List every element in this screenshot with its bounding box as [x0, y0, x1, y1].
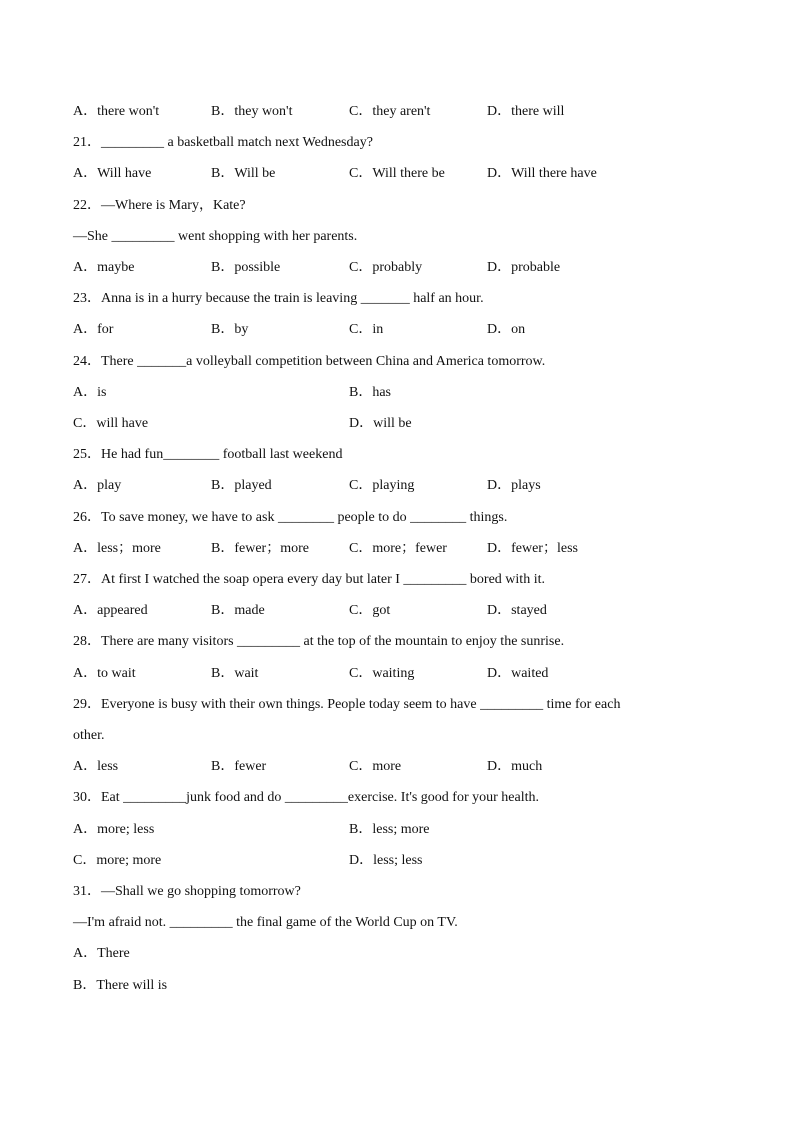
answer-option: C．will have: [73, 416, 149, 431]
answer-option: B．fewer: [211, 759, 267, 774]
answer-option: A．less；more: [73, 541, 161, 556]
answer-option: D．waited: [487, 666, 549, 681]
answer-option: A．maybe: [73, 260, 135, 275]
question-line: 28．There are many visitors _________ at the top of the mountain to enjoy the sunrise.: [73, 634, 565, 649]
question-line: other.: [73, 728, 105, 743]
question-line: 30．Eat _________junk food and do _________exercise. It's good for your health.: [73, 790, 539, 805]
answer-option: C．in: [349, 322, 384, 337]
answer-option: C．they aren't: [349, 104, 431, 119]
answer-option: A．Will have: [73, 166, 152, 181]
answer-option: D．fewer；less: [487, 541, 578, 556]
answer-option: A．more; less: [73, 822, 155, 837]
answer-option: C．more；fewer: [349, 541, 447, 556]
answer-option: A．to wait: [73, 666, 136, 681]
question-line: 27．At first I watched the soap opera every day but later I _________ bored with it.: [73, 572, 545, 587]
answer-option: D．stayed: [487, 603, 547, 618]
answer-option: D．Will there have: [487, 166, 597, 181]
question-line: —She _________ went shopping with her parents.: [73, 229, 358, 244]
answer-option: B．possible: [211, 260, 281, 275]
answer-option: D．will be: [349, 416, 412, 431]
answer-option: B．Will be: [211, 166, 276, 181]
question-line: —I'm afraid not. _________ the final game of the World Cup on TV.: [73, 915, 458, 930]
question-line: 31．—Shall we go shopping tomorrow?: [73, 884, 301, 899]
answer-option: C．more; more: [73, 853, 162, 868]
answer-option: D．there will: [487, 104, 565, 119]
answer-option: A．for: [73, 322, 114, 337]
question-line: 26．To save money, we have to ask ________ people to do ________ things.: [73, 510, 508, 525]
answer-option: C．playing: [349, 478, 415, 493]
answer-option: B．by: [211, 322, 249, 337]
answer-option: D．plays: [487, 478, 541, 493]
answer-option: C．probably: [349, 260, 423, 275]
question-line: 24．There _______a volleyball competition between China and America tomorrow.: [73, 354, 546, 369]
answer-option: B．they won't: [211, 104, 293, 119]
answer-option: D．less; less: [349, 853, 423, 868]
answer-option: D．on: [487, 322, 526, 337]
question-line: B．There will is: [73, 978, 168, 993]
question-line: A．There: [73, 946, 130, 961]
answer-option: A．there won't: [73, 104, 160, 119]
answer-option: B．less; more: [349, 822, 430, 837]
question-line: 22．—Where is Mary，Kate?: [73, 198, 246, 213]
answer-option: C．Will there be: [349, 166, 445, 181]
answer-option: C．waiting: [349, 666, 415, 681]
answer-option: D．much: [487, 759, 543, 774]
answer-option: A．is: [73, 385, 107, 400]
answer-option: B．has: [349, 385, 391, 400]
answer-option: A．play: [73, 478, 122, 493]
question-line: 25．He had fun________ football last weekend: [73, 447, 343, 462]
question-line: 23．Anna is in a hurry because the train is leaving _______ half an hour.: [73, 291, 484, 306]
question-line: 29．Everyone is busy with their own things. People today seem to have _________ time for each: [73, 697, 621, 712]
answer-option: C．got: [349, 603, 391, 618]
answer-option: C．more: [349, 759, 402, 774]
answer-option: D．probable: [487, 260, 561, 275]
answer-option: B．wait: [211, 666, 259, 681]
answer-option: A．appeared: [73, 603, 148, 618]
answer-option: B．played: [211, 478, 272, 493]
answer-option: A．less: [73, 759, 119, 774]
answer-option: B．fewer；more: [211, 541, 309, 556]
answer-option: B．made: [211, 603, 265, 618]
question-line: 21．_________ a basketball match next Wednesday?: [73, 135, 373, 150]
